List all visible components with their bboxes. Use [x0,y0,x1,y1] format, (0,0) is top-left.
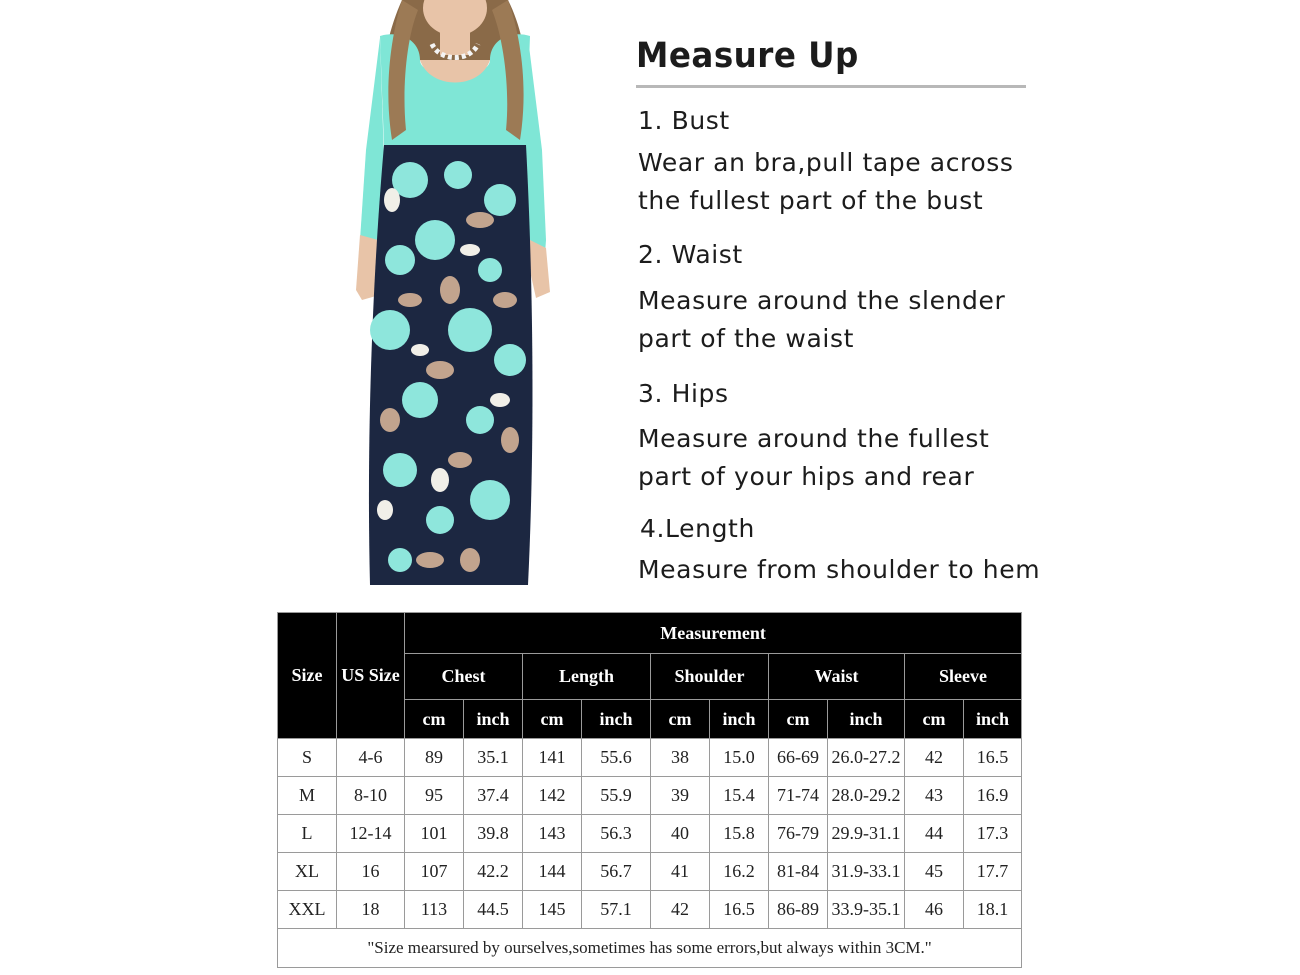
unit-header-inch: inch [582,700,651,739]
table-cell: 56.3 [582,815,651,853]
unit-header-inch: inch [828,700,905,739]
table-cell: 42 [651,891,710,929]
table-row [278,853,1022,891]
size-header: Size [278,613,337,739]
table-cell: 18 [337,891,405,929]
length-heading: 4.Length [640,514,755,543]
table-cell: 33.9-35.1 [828,891,905,929]
table-cell: M [278,777,337,815]
unit-header-cm: cm [405,700,464,739]
table-cell: 8-10 [337,777,405,815]
table-cell: 145 [523,891,582,929]
table-cell: 16.9 [964,777,1022,815]
bust-instructions: Wear an bra,pull tape across the fullest part of the bust [638,148,1014,215]
shoulder-header: Shoulder [651,654,769,700]
waist-heading: 2. Waist [638,240,743,269]
table-cell: 43 [905,777,964,815]
table-cell: 40 [651,815,710,853]
table-cell: 86-89 [769,891,828,929]
table-row [278,815,1022,853]
table-cell: 15.8 [710,815,769,853]
table-cell: 113 [405,891,464,929]
table-cell: 35.1 [464,739,523,777]
waist-header: Waist [769,654,905,700]
unit-header-inch: inch [710,700,769,739]
chest-header: Chest [405,654,523,700]
table-cell: 29.9-31.1 [828,815,905,853]
table-cell: 28.0-29.2 [828,777,905,815]
hips-instructions: Measure around the fullest part of your hips and rear [638,424,990,491]
table-cell: 41 [651,853,710,891]
table-cell: 55.9 [582,777,651,815]
waist-instructions: Measure around the slender part of the waist [638,286,1006,353]
table-cell: 76-79 [769,815,828,853]
table-cell: 15.4 [710,777,769,815]
table-row [278,739,1022,777]
table-cell: 66-69 [769,739,828,777]
table-cell: 143 [523,815,582,853]
guide-divider [636,85,1026,88]
table-row [278,891,1022,929]
table-cell: 57.1 [582,891,651,929]
hips-heading: 3. Hips [638,379,729,408]
table-cell: L [278,815,337,853]
unit-header-inch: inch [964,700,1022,739]
table-cell: 89 [405,739,464,777]
table-cell: 16.5 [710,891,769,929]
table-cell: 39.8 [464,815,523,853]
size-rows [278,739,1022,929]
length-instructions: Measure from shoulder to hem [638,555,1041,584]
table-cell: 42 [905,739,964,777]
table-cell: XXL [278,891,337,929]
table-cell: 141 [523,739,582,777]
size-chart-table [277,612,1022,968]
us-size-header: US Size [337,613,405,739]
table-cell: 15.0 [710,739,769,777]
table-cell: 17.7 [964,853,1022,891]
table-cell: 44.5 [464,891,523,929]
table-cell: 39 [651,777,710,815]
unit-header-cm: cm [769,700,828,739]
table-cell: 95 [405,777,464,815]
table-cell: 44 [905,815,964,853]
table-cell: 17.3 [964,815,1022,853]
table-cell: 81-84 [769,853,828,891]
table-cell: 71-74 [769,777,828,815]
sleeve-header: Sleeve [905,654,1022,700]
table-cell: S [278,739,337,777]
table-cell: 55.6 [582,739,651,777]
table-cell: 144 [523,853,582,891]
table-cell: 16.5 [964,739,1022,777]
unit-header-inch: inch [464,700,523,739]
table-cell: 31.9-33.1 [828,853,905,891]
size-note: "Size mearsured by ourselves,sometimes has some errors,but always within 3CM." [278,929,1022,968]
table-row [278,777,1022,815]
unit-header-cm: cm [523,700,582,739]
table-cell: 18.1 [964,891,1022,929]
length-header: Length [523,654,651,700]
table-cell: 37.4 [464,777,523,815]
table-cell: XL [278,853,337,891]
table-cell: 12-14 [337,815,405,853]
guide-title: Measure Up [636,36,859,76]
unit-header-cm: cm [651,700,710,739]
table-cell: 26.0-27.2 [828,739,905,777]
table-cell: 16.2 [710,853,769,891]
measurement-header: Measurement [405,613,1022,654]
table-cell: 46 [905,891,964,929]
table-cell: 101 [405,815,464,853]
table-cell: 16 [337,853,405,891]
table-cell: 45 [905,853,964,891]
table-cell: 107 [405,853,464,891]
table-cell: 38 [651,739,710,777]
table-cell: 142 [523,777,582,815]
unit-header-cm: cm [905,700,964,739]
table-cell: 4-6 [337,739,405,777]
bust-heading: 1. Bust [638,106,730,135]
table-cell: 56.7 [582,853,651,891]
product-photo [340,0,570,600]
table-cell: 42.2 [464,853,523,891]
